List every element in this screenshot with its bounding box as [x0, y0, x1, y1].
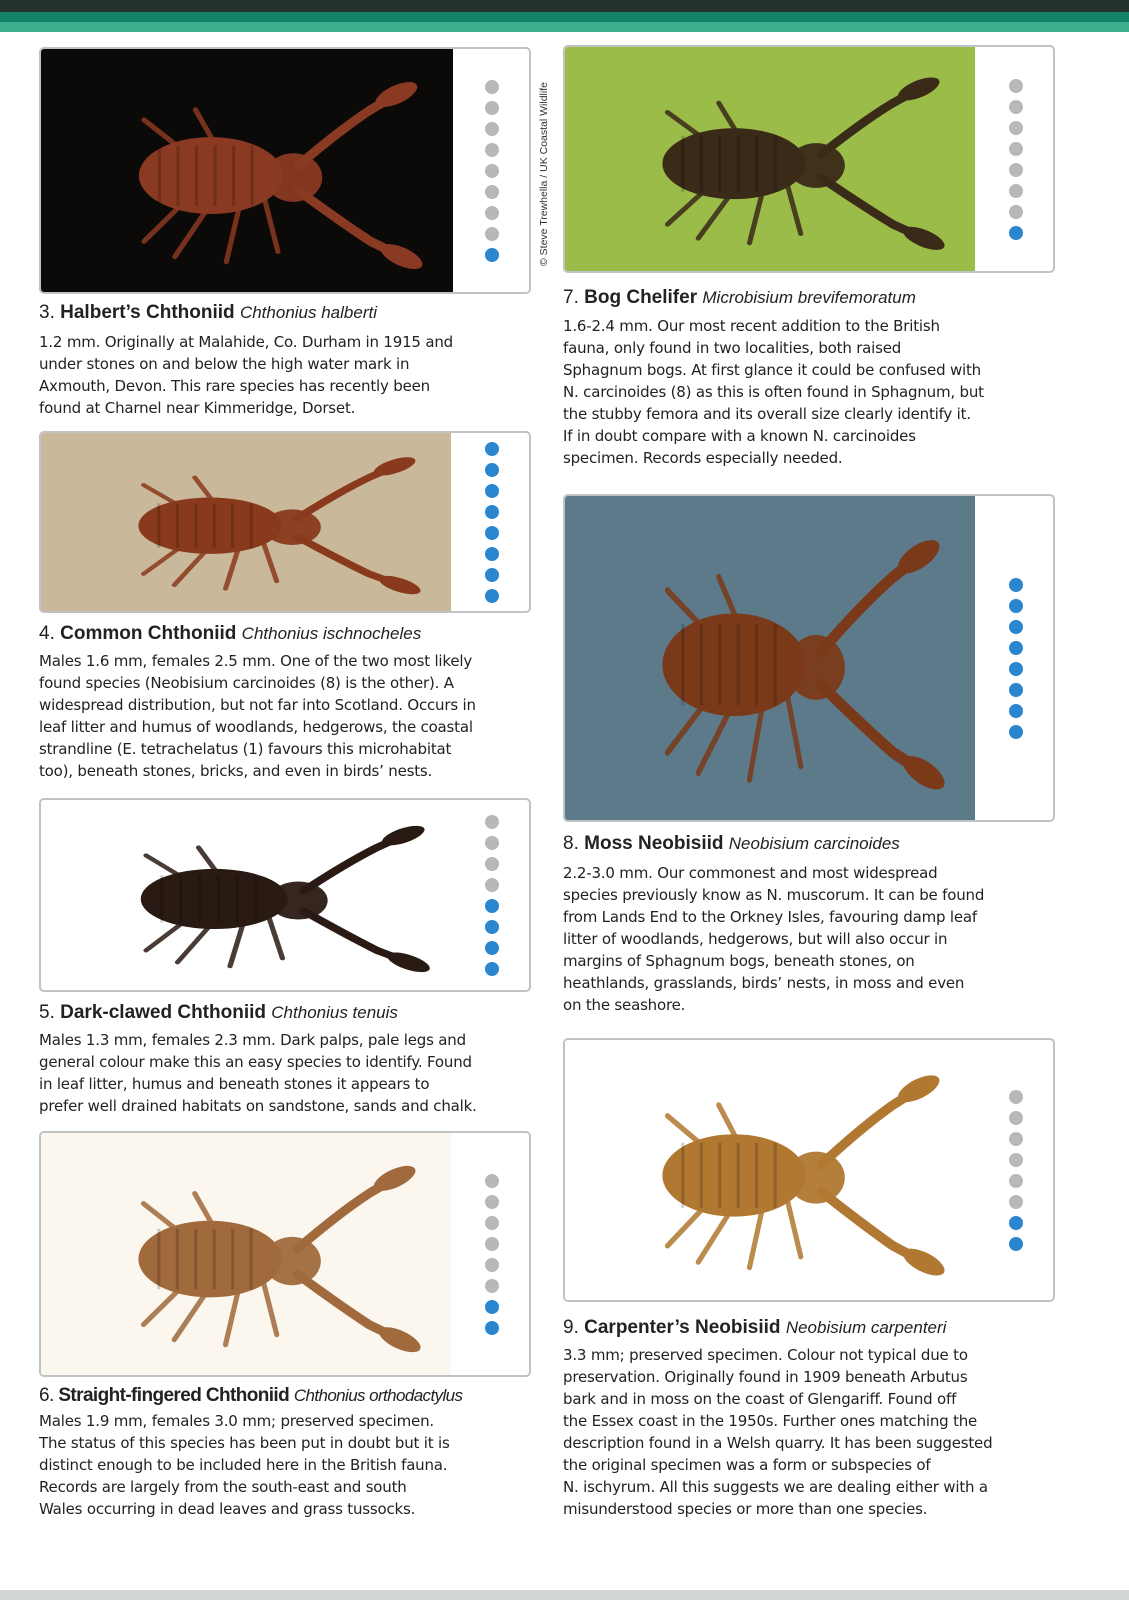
- description-line: heathlands, grasslands, birds’ nests, in moss and even: [563, 974, 965, 992]
- description-line: found species (Neobisium carcinoides (8) is the other). A: [39, 674, 454, 692]
- description-line: Axmouth, Devon. This rare species has recently been: [39, 377, 430, 395]
- abundance-dots-3: [481, 49, 503, 292]
- description-line: distinct enough to be included here in the British fauna.: [39, 1456, 448, 1474]
- abundance-dot: [485, 568, 499, 582]
- abundance-dot: [1009, 1111, 1023, 1125]
- abundance-dots-6: [481, 1133, 503, 1375]
- abundance-dot: [485, 1279, 499, 1293]
- description-line: specimen. Records especially needed.: [563, 449, 843, 467]
- species-description-5: [39, 1029, 539, 1117]
- species-title-7: [563, 286, 916, 310]
- species-number: 4.: [39, 623, 55, 644]
- abundance-dot: [485, 248, 499, 262]
- species-photo-3: [41, 49, 453, 292]
- species-latin-name: Neobisium carpenteri: [785, 1318, 947, 1337]
- abundance-dot: [485, 1321, 499, 1335]
- abundance-dots-5: [481, 800, 503, 990]
- specimen-carapace: [787, 143, 844, 188]
- species-card-5: [39, 798, 531, 992]
- species-photo-7: [565, 47, 975, 271]
- species-photo-6: [41, 1133, 451, 1375]
- species-card-7: [563, 45, 1055, 273]
- description-line: the stubby femora and its overall size clearly identify it.: [563, 405, 971, 423]
- species-title-8: [563, 832, 900, 856]
- description-line: Males 1.3 mm, females 2.3 mm. Dark palps, pale legs and: [39, 1031, 466, 1049]
- description-line: general colour make this an easy species to identify. Found: [39, 1053, 472, 1071]
- specimen-image: [41, 800, 461, 990]
- species-photo-4: [41, 433, 451, 611]
- abundance-dot: [1009, 1216, 1023, 1230]
- abundance-dot: [485, 526, 499, 540]
- species-latin-name: Chthonius halberti: [239, 303, 377, 322]
- abundance-dot: [1009, 683, 1023, 697]
- species-common-name: Halbert’s Chthoniid: [60, 302, 235, 323]
- description-line: 3.3 mm; preserved specimen. Colour not typical due to: [563, 1346, 968, 1364]
- specimen-carapace: [269, 882, 328, 920]
- abundance-dot: [485, 122, 499, 136]
- description-line: strandline (E. tetrachelatus (1) favours this microhabitat: [39, 740, 452, 758]
- species-description-9: [563, 1344, 1063, 1520]
- abundance-dot: [485, 836, 499, 850]
- species-common-name: Bog Chelifer: [584, 287, 698, 308]
- specimen-image: [41, 433, 451, 611]
- abundance-dot: [1009, 704, 1023, 718]
- description-line: N. carcinoides (8) as this is often found in Sphagnum, but: [563, 383, 984, 401]
- species-title-6: [39, 1384, 462, 1408]
- species-common-name: Dark-clawed Chthoniid: [60, 1002, 266, 1023]
- abundance-dot: [485, 589, 499, 603]
- species-photo-8: [565, 496, 975, 820]
- species-latin-name: Chthonius ischnocheles: [241, 624, 422, 643]
- species-common-name: Moss Neobisiid: [584, 833, 724, 854]
- specimen-image: [565, 496, 975, 820]
- species-title-4: [39, 622, 421, 646]
- abundance-dot: [1009, 79, 1023, 93]
- description-line: leaf litter and humus of woodlands, hedgerows, the coastal: [39, 718, 473, 736]
- abundance-dot: [1009, 599, 1023, 613]
- abundance-dot: [485, 80, 499, 94]
- description-line: description found in a Welsh quarry. It has been suggested: [563, 1434, 993, 1452]
- species-number: 8.: [563, 833, 579, 854]
- description-line: bark and in moss on the coast of Glengariff. Found off: [563, 1390, 957, 1408]
- abundance-dot: [485, 1237, 499, 1251]
- description-line: Wales occurring in dead leaves and grass tussocks.: [39, 1500, 416, 1518]
- abundance-dot: [485, 1300, 499, 1314]
- species-title-5: [39, 1001, 398, 1025]
- abundance-dot: [485, 962, 499, 976]
- abundance-dot: [1009, 641, 1023, 655]
- abundance-dot: [1009, 620, 1023, 634]
- abundance-dot: [485, 206, 499, 220]
- description-line: from Lands End to the Orkney Isles, favouring damp leaf: [563, 908, 977, 926]
- species-description-3: [39, 331, 539, 419]
- species-description-4: [39, 650, 539, 782]
- species-latin-name: Chthonius tenuis: [271, 1003, 398, 1022]
- abundance-dot: [1009, 662, 1023, 676]
- description-line: Sphagnum bogs. At first glance it could be confused with: [563, 361, 981, 379]
- species-title-9: [563, 1316, 946, 1340]
- description-line: Males 1.6 mm, females 2.5 mm. One of the two most likely: [39, 652, 472, 670]
- description-line: If in doubt compare with a known N. carcinoides: [563, 427, 916, 445]
- description-line: The status of this species has been put in doubt but it is: [39, 1434, 450, 1452]
- abundance-dot: [485, 143, 499, 157]
- abundance-dot: [485, 941, 499, 955]
- abundance-dot: [485, 1195, 499, 1209]
- abundance-dot: [1009, 226, 1023, 240]
- specimen-image: [565, 1040, 975, 1300]
- description-line: on the seashore.: [563, 996, 686, 1014]
- abundance-dot: [485, 101, 499, 115]
- specimen-image: [41, 1133, 451, 1375]
- abundance-dot: [1009, 163, 1023, 177]
- abundance-dots-9: [1005, 1040, 1027, 1300]
- abundance-dot: [485, 505, 499, 519]
- description-line: widespread distribution, but not far into Scotland. Occurs in: [39, 696, 476, 714]
- species-photo-9: [565, 1040, 975, 1300]
- abundance-dots-4: [481, 433, 503, 611]
- description-line: Records are largely from the south-east and south: [39, 1478, 407, 1496]
- description-line: Males 1.9 mm, females 3.0 mm; preserved specimen.: [39, 1412, 434, 1430]
- species-number: 7.: [563, 287, 579, 308]
- abundance-dot: [485, 547, 499, 561]
- description-line: in leaf litter, humus and beneath stones it appears to: [39, 1075, 430, 1093]
- abundance-dot: [1009, 1132, 1023, 1146]
- photo-credit-text: © Steve Trewhella / UK Coastal Wildlife: [538, 82, 550, 266]
- description-line: found at Charnel near Kimmeridge, Dorset.: [39, 399, 356, 417]
- abundance-dot: [485, 815, 499, 829]
- abundance-dot: [1009, 1174, 1023, 1188]
- description-line: preservation. Originally found in 1909 beneath Arbutus: [563, 1368, 968, 1386]
- abundance-dot: [485, 484, 499, 498]
- description-line: under stones on and below the high water mark in: [39, 355, 410, 373]
- specimen-image: [41, 49, 453, 292]
- abundance-dot: [1009, 142, 1023, 156]
- abundance-dot: [485, 164, 499, 178]
- specimen-carapace: [263, 509, 320, 545]
- species-card-3: [39, 47, 531, 294]
- description-line: the Essex coast in the 1950s. Further ones matching the: [563, 1412, 978, 1430]
- abundance-dot: [1009, 1153, 1023, 1167]
- header-bar-dark: [0, 0, 1129, 12]
- photo-credit: [534, 48, 554, 308]
- abundance-dot: [485, 857, 499, 871]
- abundance-dot: [485, 1258, 499, 1272]
- abundance-dot: [1009, 205, 1023, 219]
- description-line: 1.2 mm. Originally at Malahide, Co. Durham in 1915 and: [39, 333, 453, 351]
- species-common-name: Carpenter’s Neobisiid: [584, 1317, 781, 1338]
- species-number: 9.: [563, 1317, 579, 1338]
- abundance-dot: [1009, 184, 1023, 198]
- description-line: 2.2-3.0 mm. Our commonest and most widespread: [563, 864, 938, 882]
- description-line: the original specimen was a form or subspecies of: [563, 1456, 931, 1474]
- description-line: misunderstood species or more than one species.: [563, 1500, 928, 1518]
- header-bar-green: [0, 12, 1129, 22]
- abundance-dot: [1009, 1237, 1023, 1251]
- species-description-8: [563, 862, 1063, 1016]
- species-number: 3.: [39, 302, 55, 323]
- description-line: prefer well drained habitats on sandstone, sands and chalk.: [39, 1097, 477, 1115]
- abundance-dots-8: [1005, 496, 1027, 820]
- header-bar-light: [0, 22, 1129, 32]
- species-card-4: [39, 431, 531, 613]
- abundance-dot: [485, 442, 499, 456]
- abundance-dot: [1009, 1195, 1023, 1209]
- species-description-7: [563, 315, 1063, 469]
- description-line: N. ischyrum. All this suggests we are dealing either with a: [563, 1478, 988, 1496]
- species-common-name: Straight-fingered Chthoniid: [58, 1385, 290, 1406]
- abundance-dot: [485, 1216, 499, 1230]
- species-latin-name: Microbisium brevifemoratum: [702, 288, 916, 307]
- abundance-dot: [485, 227, 499, 241]
- specimen-carapace: [787, 635, 844, 700]
- description-line: litter of woodlands, hedgerows, but will also occur in: [563, 930, 948, 948]
- abundance-dot: [485, 878, 499, 892]
- species-card-8: [563, 494, 1055, 822]
- abundance-dot: [1009, 1090, 1023, 1104]
- abundance-dot: [485, 899, 499, 913]
- abundance-dot: [1009, 725, 1023, 739]
- species-photo-5: [41, 800, 461, 990]
- description-line: margins of Sphagnum bogs, beneath stones, on: [563, 952, 915, 970]
- description-line: fauna, only found in two localities, both raised: [563, 339, 902, 357]
- description-line: too), beneath stones, bricks, and even in birds’ nests.: [39, 762, 433, 780]
- description-line: species previously know as N. muscorum. It can be found: [563, 886, 985, 904]
- species-number: 6.: [39, 1385, 54, 1406]
- abundance-dot: [485, 185, 499, 199]
- abundance-dot: [485, 920, 499, 934]
- species-description-6: [39, 1410, 539, 1520]
- abundance-dots-7: [1005, 47, 1027, 271]
- species-card-9: [563, 1038, 1055, 1302]
- abundance-dot: [485, 463, 499, 477]
- abundance-dot: [1009, 100, 1023, 114]
- specimen-carapace: [265, 153, 323, 202]
- footer-bar: [0, 1590, 1129, 1600]
- species-card-6: [39, 1131, 531, 1377]
- specimen-carapace: [787, 1152, 844, 1204]
- abundance-dot: [485, 1174, 499, 1188]
- abundance-dot: [1009, 121, 1023, 135]
- abundance-dot: [1009, 578, 1023, 592]
- species-title-3: [39, 301, 377, 325]
- description-line: 1.6-2.4 mm. Our most recent addition to the British: [563, 317, 940, 335]
- specimen-carapace: [263, 1237, 320, 1285]
- specimen-image: [565, 47, 975, 271]
- species-common-name: Common Chthoniid: [60, 623, 237, 644]
- species-number: 5.: [39, 1002, 55, 1023]
- species-latin-name: Neobisium carcinoides: [728, 834, 900, 853]
- species-latin-name: Chthonius orthodactylus: [293, 1386, 463, 1405]
